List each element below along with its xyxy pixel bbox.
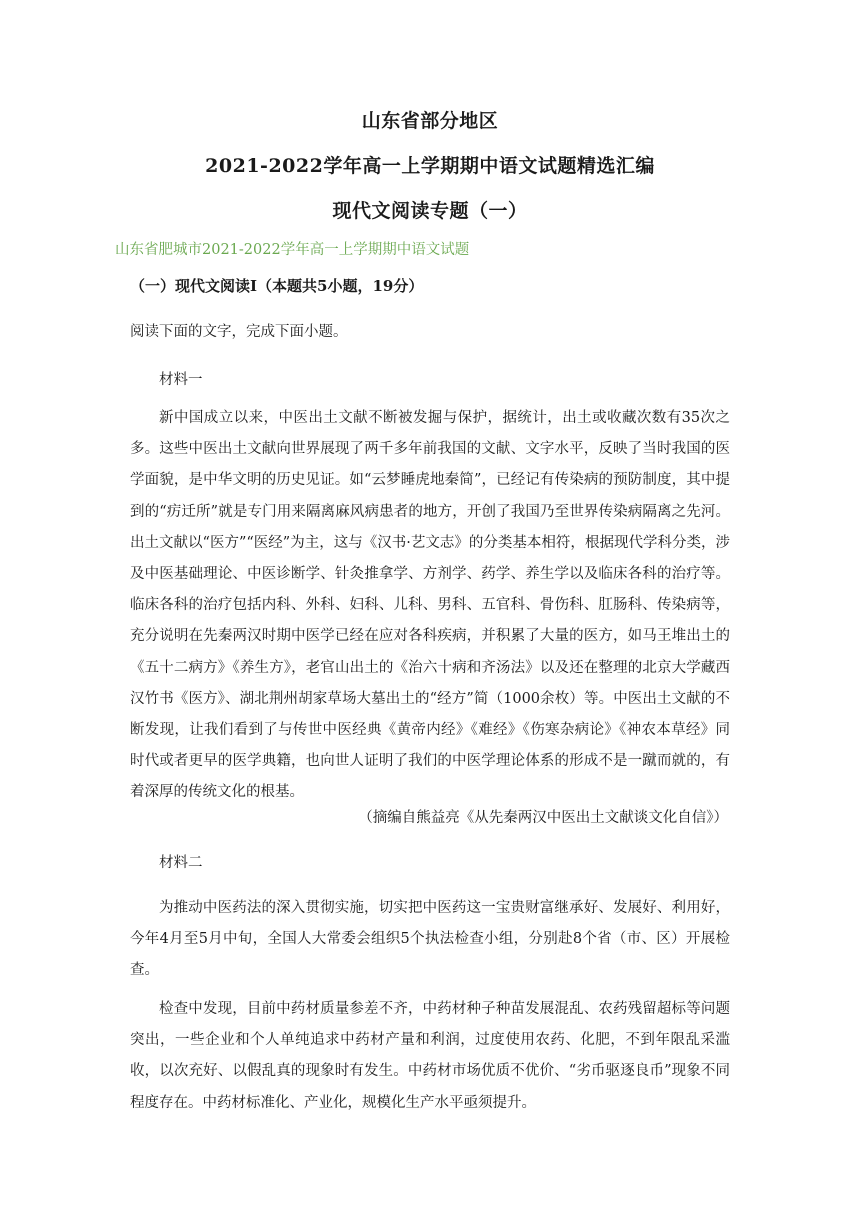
material-1-body: 新中国成立以来，中医出土文献不断被发掘与保护，据统计，出土或收藏次数有35次之多。这些中医出土文献向世界展现了两千多年前我国的文献、文字水平，反映了当时我国的医学面貌，是中华文明的历史见证。如“云梦睡虎地秦简”，已经记有传染病的预防制度，其中提到的“疠迁所”就是专门用来隔离麻风病患者的地方，开创了我国乃至世界传染病隔离之先河。出土文献以“医方”“医经”为主，这与《汉书·艺文志》的分类基本相符，根据现代学科分类，涉及中医基础理论、中医诊断学、针灸推拿学、方剂学、药学、养生学以及临床各科的治疗等。临床各科的治疗包括内科、外科、妇科、儿科、男科、五官科、骨伤科、肛肠科、传染病等，充分说明在先秦两汉时期中医学已经在应对各科疾病，并积累了大量的医方，如马王堆出土的《五十二病方》《养生方》，老官山出土的《治六十病和齐汤法》以及还在整理的北京大学藏西汉竹书《医方》、湖北荆州胡家草场大墓出土的“经方”简（1000余枚）等。中医出土文献的不断发现，让我们看到了与传世中医经典《黄帝内经》《难经》《伤寒杂病论》《神农本草经》同时代或者更早的医学典籍，也向世人证明了我们的中医学理论体系的形成不是一蹴而就的，有着深厚的传统文化的根基。 bbox=[130, 410, 730, 801]
source-exam-link[interactable]: 山东省肥城市2021-2022学年高一上学期期中语文试题 bbox=[115, 242, 470, 258]
material-2-paragraph-1: 为推动中医药法的深入贯彻实施，切实把中医药这一宝贵财富继承好、发展好、利用好，今年4月至5月中旬，全国人大常委会组织5个执法检查小组，分别赴8个省（市、区）开展检查。 bbox=[130, 900, 730, 979]
region-title: 山东省部分地区 bbox=[361, 110, 499, 132]
material-1-label: 材料一 bbox=[159, 372, 203, 388]
material-2-label: 材料二 bbox=[159, 855, 203, 871]
material-2-paragraph-2: 检查中发现，目前中药材质量参差不齐，中药材种子种苗发展混乱、农药残留超标等问题突出，一些企业和个人单纯追求中药材产量和利润，过度使用农药、化肥，不到年限乱采滥收，以次充好、以假乱真的现象时有发生。中药材市场优质不优价、“劣币驱逐良币”现象不同程度存在。中药材标准化、产业化，规模化生产水平亟须提升。 bbox=[130, 1001, 730, 1111]
collection-title: 2021-2022学年高一上学期期中语文试题精选汇编 bbox=[205, 155, 655, 177]
reading-instruction: 阅读下面的文字，完成下面小题。 bbox=[130, 324, 348, 340]
topic-title: 现代文阅读专题（一） bbox=[332, 200, 528, 222]
section-heading: （一）现代文阅读Ⅰ（本题共5小题，19分） bbox=[130, 277, 424, 295]
material-1-citation: （摘编自熊益亮《从先秦两汉中医出土文献谈文化自信》） bbox=[358, 810, 728, 826]
